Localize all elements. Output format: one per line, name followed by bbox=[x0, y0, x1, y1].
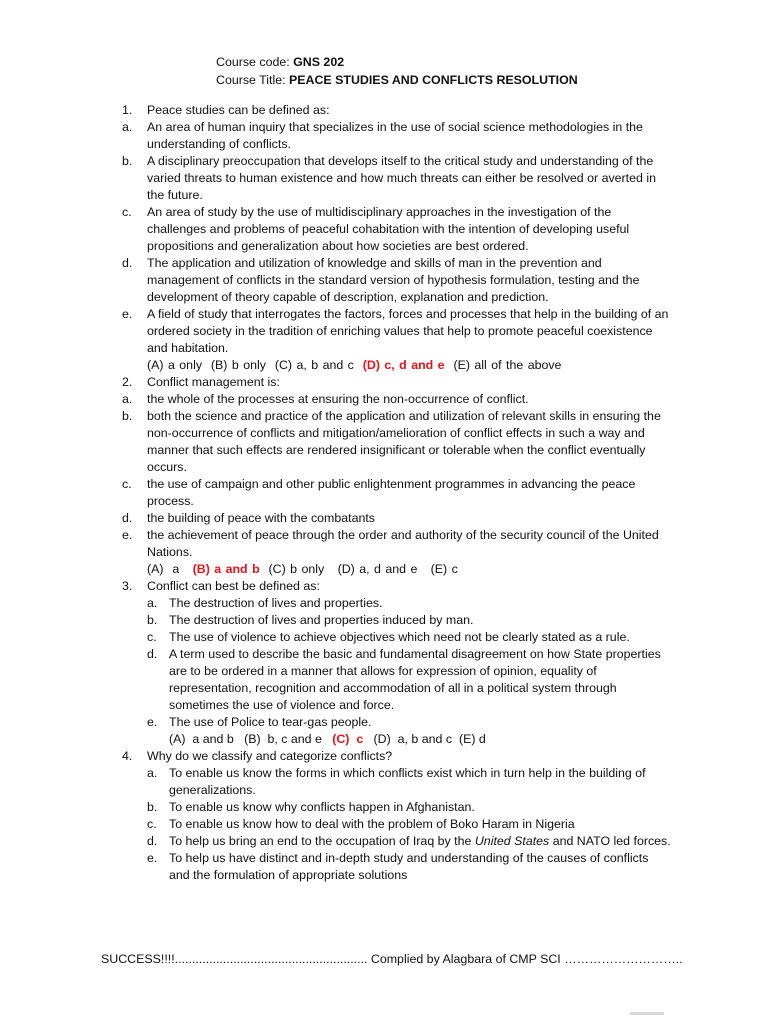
course-title-label: Course Title: bbox=[216, 73, 289, 87]
option-text: the whole of the processes at ensuring the non-occurrence of conflict. bbox=[147, 392, 529, 406]
option-marker: c. bbox=[147, 817, 157, 831]
answer-choices bbox=[122, 561, 672, 578]
option-item bbox=[122, 391, 672, 408]
footer-credit: SUCCESS!!!!........................................................ Complied by Alagbara of CMP SCI ……………………….. bbox=[101, 952, 683, 966]
option-text: the building of peace with the combatants bbox=[147, 511, 375, 525]
answer-choices bbox=[122, 731, 672, 748]
option-marker: d. bbox=[122, 256, 133, 270]
option-item bbox=[122, 527, 672, 561]
option-item bbox=[122, 306, 672, 357]
option-item bbox=[122, 629, 672, 646]
option-item bbox=[122, 510, 672, 527]
question-text: Peace studies can be defined as: bbox=[147, 103, 330, 117]
answer-choices-before: (A) a only (B) b only (C) a, b and c bbox=[147, 358, 363, 372]
option-text: To enable us know why conflicts happen in Afghanistan. bbox=[169, 800, 475, 814]
option-item bbox=[122, 153, 672, 204]
option-item bbox=[122, 646, 672, 714]
correct-answer: (D) c, d and e bbox=[362, 358, 445, 372]
option-text-before: To help us bring an end to the occupation of Iraq by the bbox=[169, 834, 475, 848]
option-marker: c. bbox=[122, 205, 132, 219]
option-text: The destruction of lives and properties. bbox=[169, 596, 383, 610]
option-text: the achievement of peace through the order and authority of the security council of the United Nations. bbox=[147, 528, 659, 559]
answer-choices-after: (C) b only (D) a, d and e (E) c bbox=[259, 562, 458, 576]
option-marker: b. bbox=[147, 800, 158, 814]
course-code-label: Course code: bbox=[216, 55, 294, 69]
question-number: 3. bbox=[122, 579, 133, 593]
option-text-after: and NATO led forces. bbox=[549, 834, 671, 848]
option-item bbox=[122, 204, 672, 255]
option-text: An area of study by the use of multidisciplinary approaches in the investigation of the challenges and problems of peaceful cohabitation with the intention of developing useful propositions and generalization about how societies are best ordered. bbox=[147, 205, 630, 253]
correct-answer: (C) c bbox=[332, 732, 364, 746]
option-marker: a. bbox=[122, 120, 133, 134]
answer-choices-after: (D) a, b and c (E) d bbox=[363, 732, 486, 746]
option-text: To enable us know the forms in which conflicts exist which in turn help in the building of generalizations. bbox=[169, 766, 646, 797]
answer-choices bbox=[122, 357, 672, 374]
question-1 bbox=[122, 102, 672, 119]
option-marker: b. bbox=[122, 154, 133, 168]
option-marker: a. bbox=[147, 596, 158, 610]
question-number: 4. bbox=[122, 749, 133, 763]
option-marker: e. bbox=[122, 528, 133, 542]
question-number: 2. bbox=[122, 375, 133, 389]
answer-choices-after: (E) all of the above bbox=[444, 358, 562, 372]
option-text: To enable us know how to deal with the problem of Boko Haram in Nigeria bbox=[169, 817, 575, 831]
option-marker: a. bbox=[122, 392, 133, 406]
option-text: both the science and practice of the application and utilization of relevant skills in ensuring the non-occurrence of conflicts and mitigation/amelioration of conflict effects in such a way and manner that such effects are rendered insignificant or tolerable when the conflict eventually occurs. bbox=[147, 409, 661, 474]
option-item bbox=[122, 408, 672, 476]
option-text: An area of human inquiry that specializes in the use of social science methodologies in the understanding of conflicts. bbox=[147, 120, 643, 151]
question-text: Conflict can best be defined as: bbox=[147, 579, 320, 593]
document-header bbox=[216, 54, 578, 90]
option-item bbox=[122, 255, 672, 306]
answer-choices-before: (A) a and b (B) b, c and e bbox=[169, 732, 333, 746]
option-text: The application and utilization of knowledge and skills of man in the prevention and management of conflicts in the standard version of hypothesis formulation, testing and the development of theory capable of description, explanation and prediction. bbox=[147, 256, 640, 304]
option-text-italic: United States bbox=[474, 834, 550, 848]
option-item bbox=[122, 816, 672, 833]
page-watermark-mark bbox=[630, 1012, 664, 1015]
option-marker: d. bbox=[147, 647, 158, 661]
question-2 bbox=[122, 374, 672, 391]
question-3 bbox=[122, 578, 672, 595]
option-text: the use of campaign and other public enlightenment programmes in advancing the peace process. bbox=[147, 477, 636, 508]
option-marker: e. bbox=[147, 715, 158, 729]
option-item bbox=[122, 612, 672, 629]
option-item bbox=[122, 833, 672, 850]
question-number: 1. bbox=[122, 103, 133, 117]
option-marker: d. bbox=[122, 511, 133, 525]
option-marker: c. bbox=[147, 630, 157, 644]
option-text: A disciplinary preoccupation that develops itself to the critical study and understanding of the varied threats to human existence and how much threats can either be resolved or averted in the future. bbox=[147, 154, 656, 202]
option-marker: c. bbox=[122, 477, 132, 491]
option-text: To help us have distinct and in-depth study and understanding of the causes of conflicts and the formulation of appropriate solutions bbox=[169, 851, 649, 882]
option-marker: b. bbox=[147, 613, 158, 627]
question-text: Why do we classify and categorize conflicts? bbox=[147, 749, 393, 763]
correct-answer: (B) a and b bbox=[192, 562, 260, 576]
option-text: The use of violence to achieve objectives which need not be clearly stated as a rule. bbox=[169, 630, 630, 644]
course-title-value: PEACE STUDIES AND CONFLICTS RESOLUTION bbox=[289, 73, 578, 87]
option-item bbox=[122, 714, 672, 731]
option-marker: d. bbox=[147, 834, 158, 848]
option-marker: e. bbox=[122, 307, 133, 321]
option-marker: a. bbox=[147, 766, 158, 780]
option-marker: b. bbox=[122, 409, 133, 423]
option-item bbox=[122, 850, 672, 884]
answer-choices-before: (A) a bbox=[147, 562, 193, 576]
course-title-line bbox=[216, 72, 578, 90]
question-4 bbox=[122, 748, 672, 765]
option-item bbox=[122, 765, 672, 799]
option-marker: e. bbox=[147, 851, 158, 865]
option-text: The use of Police to tear-gas people. bbox=[169, 715, 372, 729]
option-item bbox=[122, 476, 672, 510]
course-code-value: GNS 202 bbox=[293, 55, 345, 69]
question-text: Conflict management is: bbox=[147, 375, 280, 389]
option-item bbox=[122, 119, 672, 153]
option-item bbox=[122, 799, 672, 816]
option-text: A term used to describe the basic and fundamental disagreement on how State properties are to be ordered in a manner that allows for expression of opinion, equality of representation, recognition and accommodation of all in a political system through sometimes the use of violence and force. bbox=[169, 647, 661, 712]
course-code-line bbox=[216, 54, 578, 72]
option-text: A field of study that interrogates the factors, forces and processes that help in the building of an ordered society in the tradition of enriching values that help to promote peaceful coexistence and habitation. bbox=[147, 307, 669, 355]
option-item bbox=[122, 595, 672, 612]
questions-list bbox=[122, 102, 672, 884]
option-text: The destruction of lives and properties induced by man. bbox=[169, 613, 474, 627]
